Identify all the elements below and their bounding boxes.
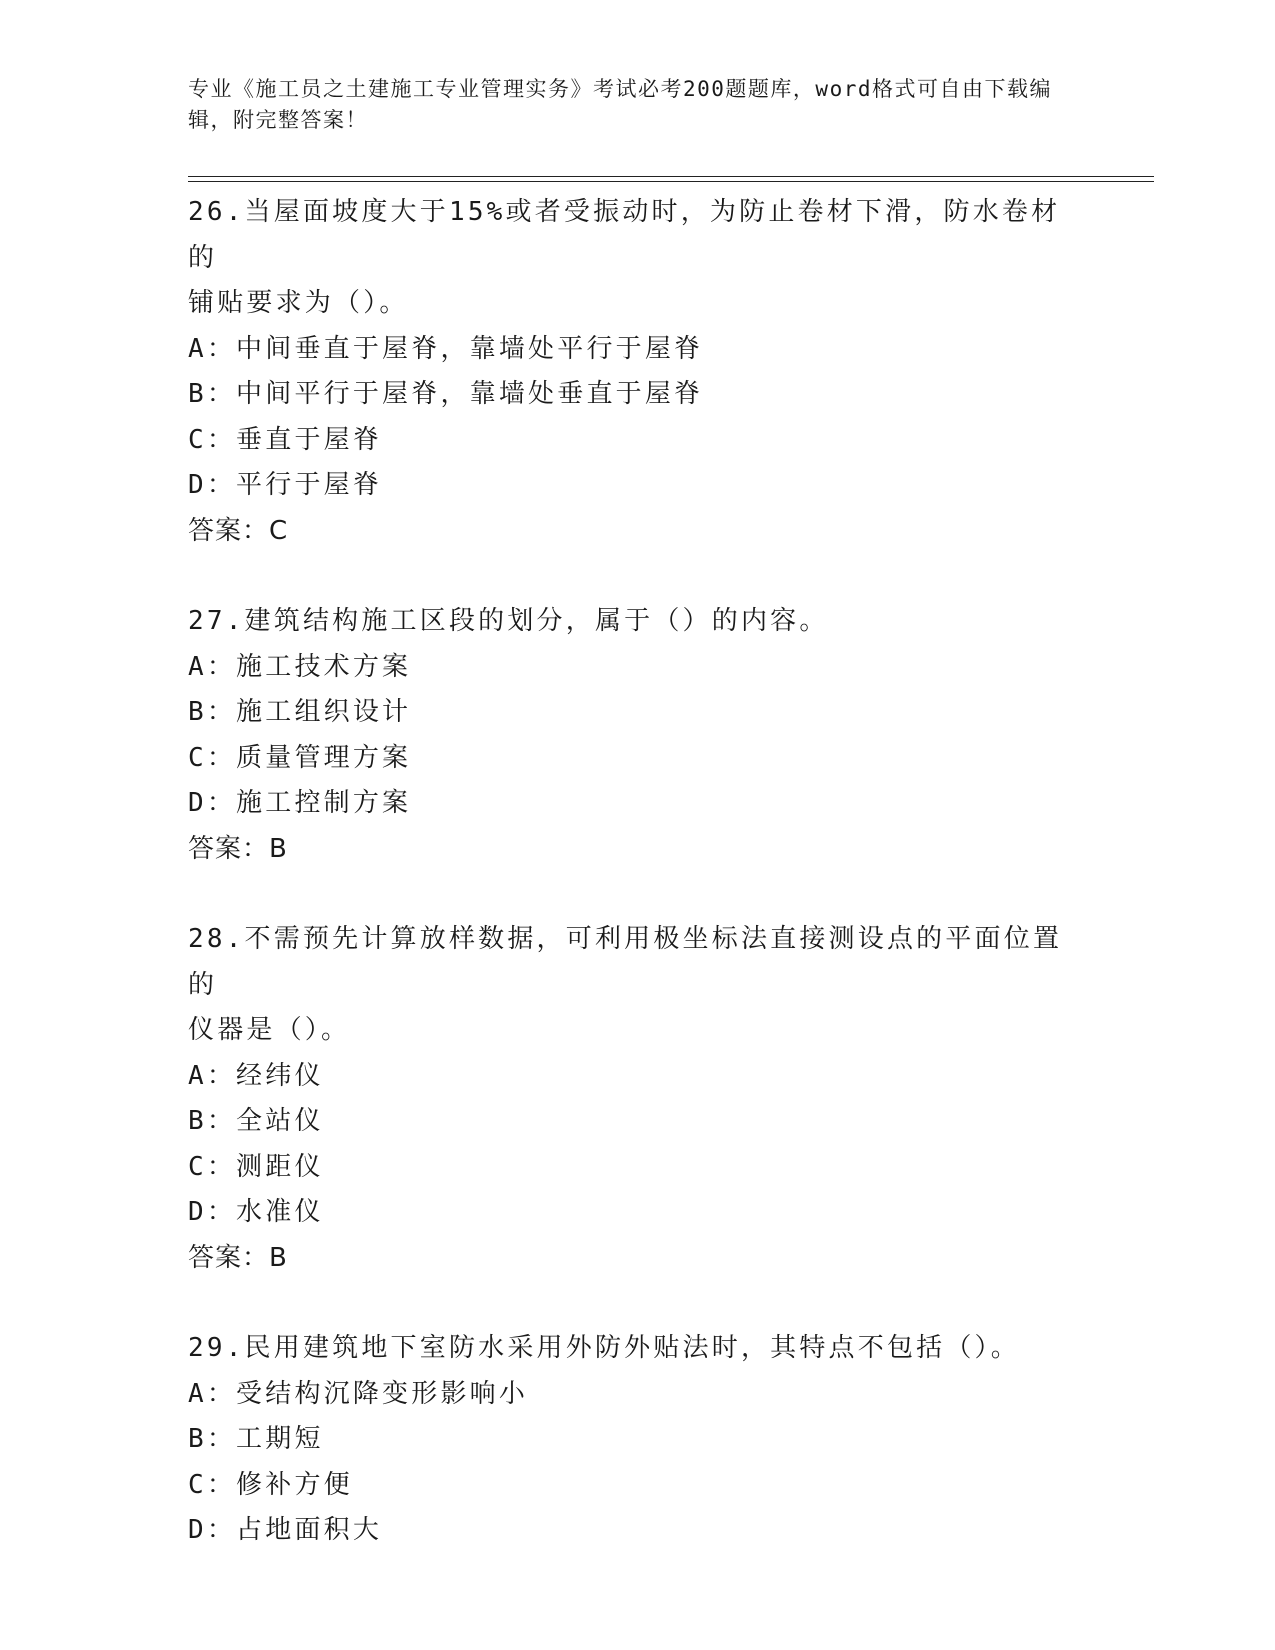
header-divider-top — [188, 176, 1154, 177]
option-c: C：垂直于屋脊 — [188, 424, 383, 455]
question-text: 29.民用建筑地下室防水采用外防外贴法时，其特点不包括（）。 — [188, 1333, 1020, 1363]
question-text: 铺贴要求为（）。 — [188, 288, 409, 318]
option-d: D：平行于屋脊 — [188, 470, 383, 500]
question-text: 27.建筑结构施工区段的划分，属于（）的内容。 — [188, 606, 829, 636]
option-d: D：占地面积大 — [188, 1515, 383, 1545]
question-text: 26.当屋面坡度大于15%或者受振动时，为防止卷材下滑，防水卷材的 — [188, 197, 1061, 273]
option-c: C：质量管理方案 — [188, 742, 412, 773]
option-c: C：修补方便 — [188, 1469, 353, 1500]
option-d: D：水准仪 — [188, 1197, 324, 1227]
question-28 — [188, 917, 1088, 1281]
question-26 — [188, 190, 1088, 554]
question-list — [188, 190, 1088, 1599]
question-text: 28.不需预先计算放样数据，可利用极坐标法直接测设点的平面位置的 — [188, 924, 1063, 1000]
answer: 答案：C — [188, 515, 289, 546]
option-b: B：工期短 — [188, 1424, 324, 1454]
option-c: C：测距仪 — [188, 1151, 324, 1182]
question-27 — [188, 599, 1088, 872]
option-b: B：全站仪 — [188, 1106, 324, 1136]
option-a: A：经纬仪 — [188, 1060, 324, 1091]
answer: 答案：B — [188, 833, 288, 864]
option-a: A：受结构沉降变形影响小 — [188, 1378, 529, 1409]
question-text: 仪器是（）。 — [188, 1015, 351, 1045]
header-divider-bottom — [188, 181, 1154, 182]
option-b: B：施工组织设计 — [188, 697, 412, 727]
option-a: A：施工技术方案 — [188, 651, 412, 682]
option-b: B：中间平行于屋脊，靠墙处垂直于屋脊 — [188, 379, 704, 409]
option-a: A：中间垂直于屋脊，靠墙处平行于屋脊 — [188, 333, 704, 364]
option-d: D：施工控制方案 — [188, 788, 412, 818]
document-header: 专业《施工员之土建施工专业管理实务》考试必考200题题库，word格式可自由下载编辑，附完整答案！ — [188, 77, 1052, 132]
question-29 — [188, 1326, 1088, 1554]
answer: 答案：B — [188, 1242, 288, 1273]
